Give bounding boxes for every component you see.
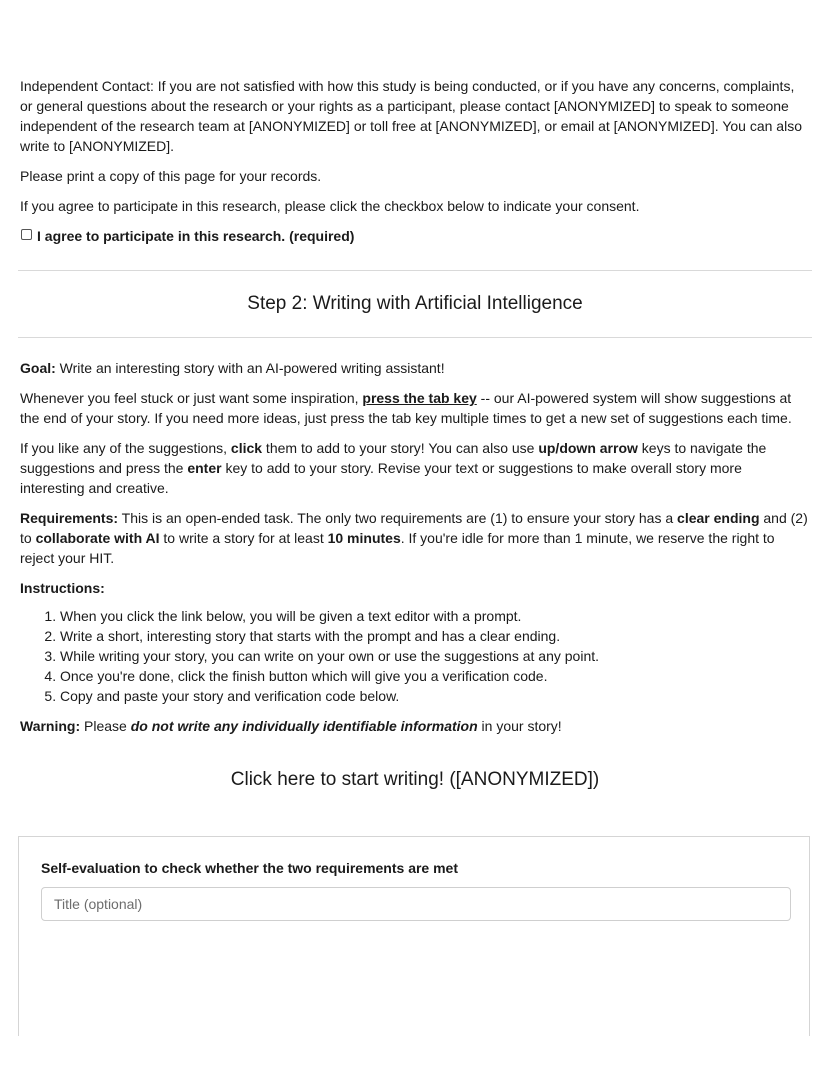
instructions-heading (20, 578, 810, 598)
suggestions-text-1: If you like any of the suggestions, (20, 440, 231, 456)
enter-key-emphasis: enter (187, 460, 222, 476)
instruction-item: 3. While writing your story, you can write on your own or use the suggestions at any point. (60, 646, 810, 666)
suggestions-paragraph (20, 438, 810, 498)
tab-key-emphasis: press the tab key (362, 390, 477, 406)
tab-key-text-2: -- our AI-powered system will show suggestions at the end of your story. If you need more ideas, just press the tab key multiple times to get a new set of suggestions each time. (20, 390, 792, 426)
consent-page (20, 76, 810, 791)
instruction-item: 2. Write a short, interesting story that starts with the prompt and has a clear ending. (60, 626, 810, 646)
collaborate-emphasis: collaborate with AI (35, 530, 160, 546)
self-evaluation-card (18, 836, 810, 1036)
agree-instruction-text: If you agree to participate in this research, please click the checkbox below to indicate your consent. (20, 198, 640, 214)
warning-text-2: in your story! (477, 718, 562, 734)
tab-key-paragraph (20, 388, 810, 428)
instruction-item: 5. Copy and paste your story and verification code below. (60, 686, 810, 706)
step2-content (20, 358, 810, 791)
print-copy-text: Please print a copy of this page for your records. (20, 168, 322, 184)
start-writing-link[interactable]: Click here to start writing! ([ANONYMIZED]) (230, 769, 600, 790)
clear-ending-emphasis: clear ending (677, 510, 760, 526)
consent-checkbox-row[interactable] (20, 226, 810, 246)
minutes-emphasis: 10 minutes (327, 530, 401, 546)
independent-contact-text: Independent Contact: If you are not satisfied with how this study is being conducted, or if you have any concerns, complaints, or general questions about the research or your rights as a participant, please contact [ANONYMIZED] to speak to someone independent of the research team at [ANONYMIZED] or toll free at [ANONYMIZED], or email at [ANONYMIZED]. You can also write to [ANONYMIZED]. (20, 78, 802, 154)
tab-key-text-1: Whenever you feel stuck or just want some inspiration, (20, 390, 363, 406)
instructions-label: Instructions: (20, 580, 105, 596)
goal-paragraph (20, 358, 810, 378)
requirements-text-1: This is an open-ended task. The only two requirements are (1) to ensure your story has a (118, 510, 678, 526)
requirements-text-4: . If you're idle for more than 1 minute, we reserve the right to reject your HIT. (20, 530, 775, 566)
warning-emphasis: do not write any individually identifiable information (130, 718, 478, 734)
instruction-item: 4. Once you're done, click the finish button which will give you a verification code. (60, 666, 810, 686)
step2-title: Step 2: Writing with Artificial Intelligence (247, 293, 583, 314)
warning-paragraph (20, 716, 810, 736)
suggestions-text-4: key to add to your story. Revise your text or suggestions to make overall story more interesting and creative. (20, 460, 742, 496)
suggestions-text-3: keys to navigate the suggestions and press the (20, 440, 767, 476)
section-divider-bottom (18, 337, 812, 338)
goal-text: Write an interesting story with an AI-powered writing assistant! (55, 360, 445, 376)
warning-text-1: Please (80, 718, 131, 734)
instruction-item: 1. When you click the link below, you will be given a text editor with a prompt. (60, 606, 810, 626)
self-evaluation-heading: Self-evaluation to check whether the two requirements are met (41, 860, 458, 876)
requirements-text-2: and (2) to (20, 510, 808, 546)
arrow-keys-emphasis: up/down arrow (538, 440, 638, 456)
suggestions-text-2: them to add to your story! You can also use (262, 440, 539, 456)
instructions-list (20, 606, 810, 706)
requirements-text-3: to write a story for at least (159, 530, 328, 546)
requirements-paragraph (20, 508, 810, 568)
goal-label: Goal: (20, 360, 56, 376)
warning-label: Warning: (20, 718, 81, 734)
story-title-input[interactable] (41, 887, 791, 921)
click-emphasis: click (230, 440, 263, 456)
requirements-label: Requirements: (20, 510, 119, 526)
consent-checkbox[interactable] (21, 229, 32, 240)
consent-checkbox-label[interactable]: I agree to participate in this research. (required) (37, 228, 355, 244)
